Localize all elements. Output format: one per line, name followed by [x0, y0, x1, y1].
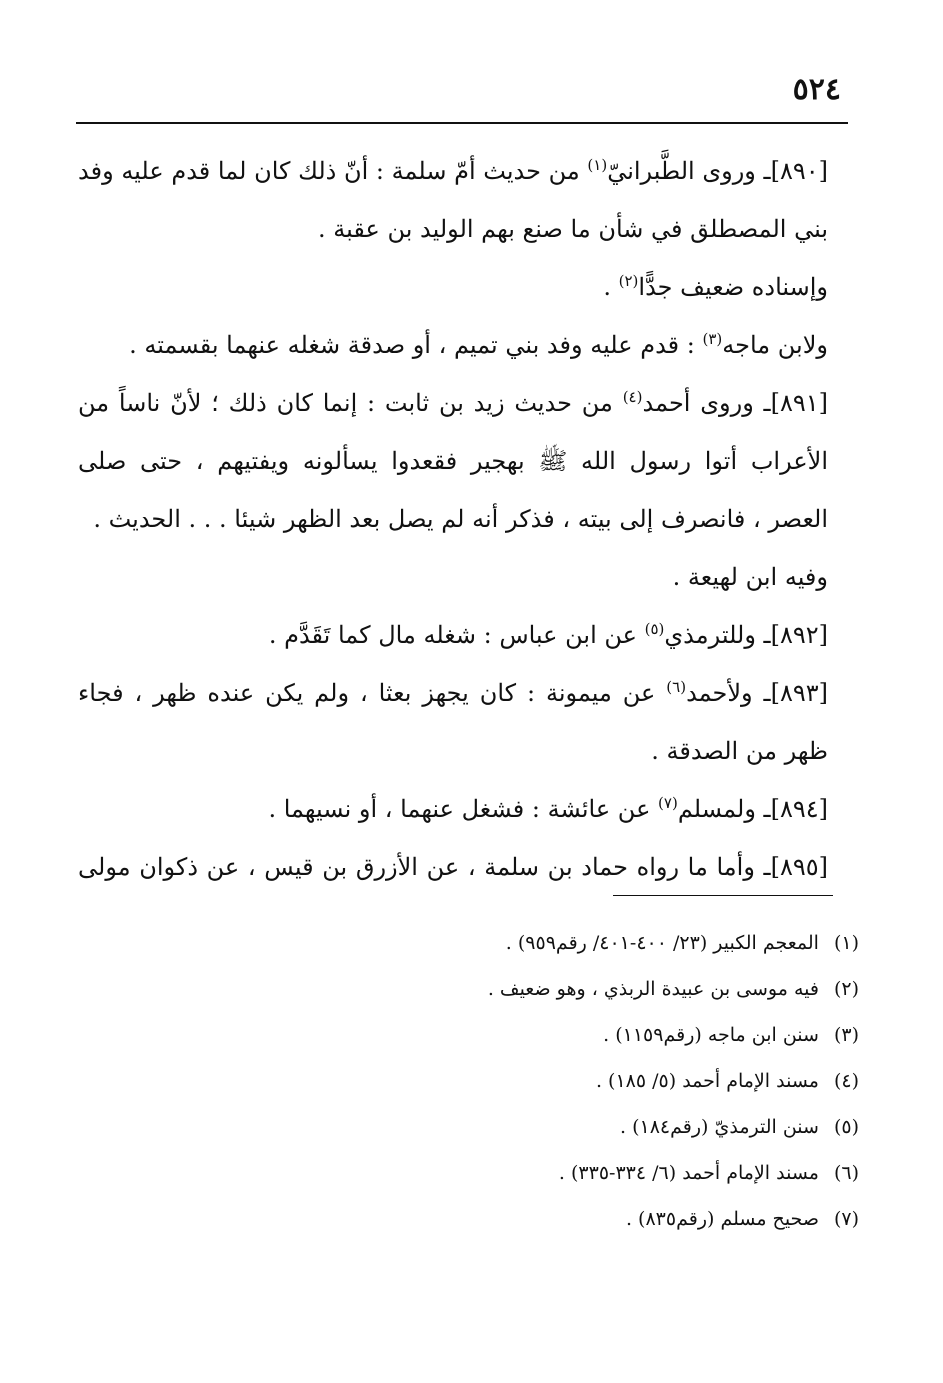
footnote-number: (٢): [833, 978, 859, 1000]
footnote-text: صحيح مسلم (رقم٨٣٥) .: [625, 1208, 819, 1230]
header-rule: [76, 122, 848, 124]
paragraph-text: [٨٩٢]ـ وللترمذي: [664, 621, 828, 649]
hadith-paragraph: [78, 780, 850, 838]
footnote-item: [159, 1058, 859, 1104]
hadith-paragraph: [78, 316, 850, 374]
footnote-separator: [613, 895, 833, 896]
footnote-marker[interactable]: (٢): [618, 272, 639, 290]
footnote-text: مسند الإمام أحمد (٥/ ١٨٥) .: [595, 1070, 819, 1092]
footnote-marker[interactable]: (٤): [622, 388, 643, 406]
footnote-number: (٤): [833, 1070, 859, 1092]
paragraph-text: ولابن ماجه: [722, 331, 828, 359]
paragraph-text: عن ابن عباس : شغله مال كما تَقَدَّم .: [268, 621, 645, 649]
hadith-paragraph: [78, 548, 850, 606]
footnote-item: [159, 1150, 859, 1196]
paragraph-text: : قدم عليه وفد بني تميم ، أو صدقة شغله عنهما بقسمته .: [129, 331, 703, 359]
hadith-paragraph: [78, 374, 850, 548]
footnote-item: [159, 1104, 859, 1150]
page-number: ٥٢٤: [792, 72, 841, 107]
hadith-paragraph: [78, 258, 850, 316]
footnote-item: [159, 966, 859, 1012]
paragraph-text: من حديث زيد بن ثابت : إنما كان ذلك ؛ لأنّ ناساً من الأعراب أتوا رسول الله ﷺ بهجير فقعدوا يسألونه ويفتيهم ، حتى صلى العصر ، فانصرف إلى بيته ، فذكر أنه لم يصل بعد الظهر شيئا . . . الحديث .: [78, 389, 828, 533]
footnote-text: سنن الترمذيّ (رقم١٨٤) .: [620, 1116, 819, 1138]
hadith-paragraph: [78, 142, 850, 258]
footnote-text: فيه موسى بن عبيدة الربذي ، وهو ضعيف .: [487, 978, 819, 1000]
hadith-paragraph: [78, 838, 850, 896]
paragraph-text: .: [603, 273, 619, 301]
paragraph-text: وإسناده ضعيف جدًّا: [638, 273, 828, 301]
paragraph-text: عن عائشة : فشغل عنهما ، أو نسيهما .: [268, 795, 659, 823]
footnote-item: [159, 920, 859, 966]
footnote-text: مسند الإمام أحمد (٦/ ٣٣٤-٣٣٥) .: [558, 1162, 819, 1184]
paragraph-text: [٨٩٤]ـ ولمسلم: [677, 795, 828, 823]
footnote-item: [159, 1012, 859, 1058]
footnotes: [159, 920, 859, 1242]
footnote-number: (٧): [833, 1208, 859, 1230]
paragraph-text: وفيه ابن لهيعة .: [672, 563, 828, 591]
footnote-number: (٣): [833, 1024, 859, 1046]
hadith-paragraph: [78, 664, 850, 780]
paragraph-text: [٨٩٥]ـ وأما ما رواه حماد بن سلمة ، عن الأزرق بن قيس ، عن ذكوان مولى: [78, 853, 829, 881]
footnote-number: (٦): [833, 1162, 859, 1184]
footnote-marker[interactable]: (٧): [658, 794, 678, 812]
paragraph-text: [٨٩٣]ـ ولأحمد: [686, 679, 828, 707]
footnote-text: المعجم الكبير (٢٣/ ٤٠٠-٤٠١/ رقم٩٥٩) .: [505, 932, 819, 954]
paragraph-text: [٨٩١]ـ وروى أحمد: [642, 389, 828, 417]
footnote-marker[interactable]: (٣): [702, 330, 723, 348]
hadith-paragraph: [78, 606, 850, 664]
footnote-marker[interactable]: (٦): [666, 678, 687, 696]
footnote-number: (٥): [833, 1116, 859, 1138]
paragraph-text: عن ميمونة : كان يجهز بعثا ، ولم يكن عنده ظهر ، فجاء ظهر من الصدقة .: [78, 679, 828, 765]
footnote-marker[interactable]: (٥): [644, 620, 665, 638]
footnote-marker[interactable]: (١): [587, 156, 608, 174]
paragraph-text: من حديث أمّ سلمة : أنّ ذلك كان لما قدم عليه وفد بني المصطلق في شأن ما صنع بهم الوليد بن عقبة .: [78, 157, 828, 243]
footnote-text: سنن ابن ماجه (رقم١١٥٩) .: [603, 1024, 819, 1046]
footnote-number: (١): [833, 932, 859, 954]
paragraph-text: [٨٩٠]ـ وروى الطَّبرانيّ: [607, 157, 828, 185]
body-text: [78, 142, 850, 896]
footnote-item: [159, 1196, 859, 1242]
